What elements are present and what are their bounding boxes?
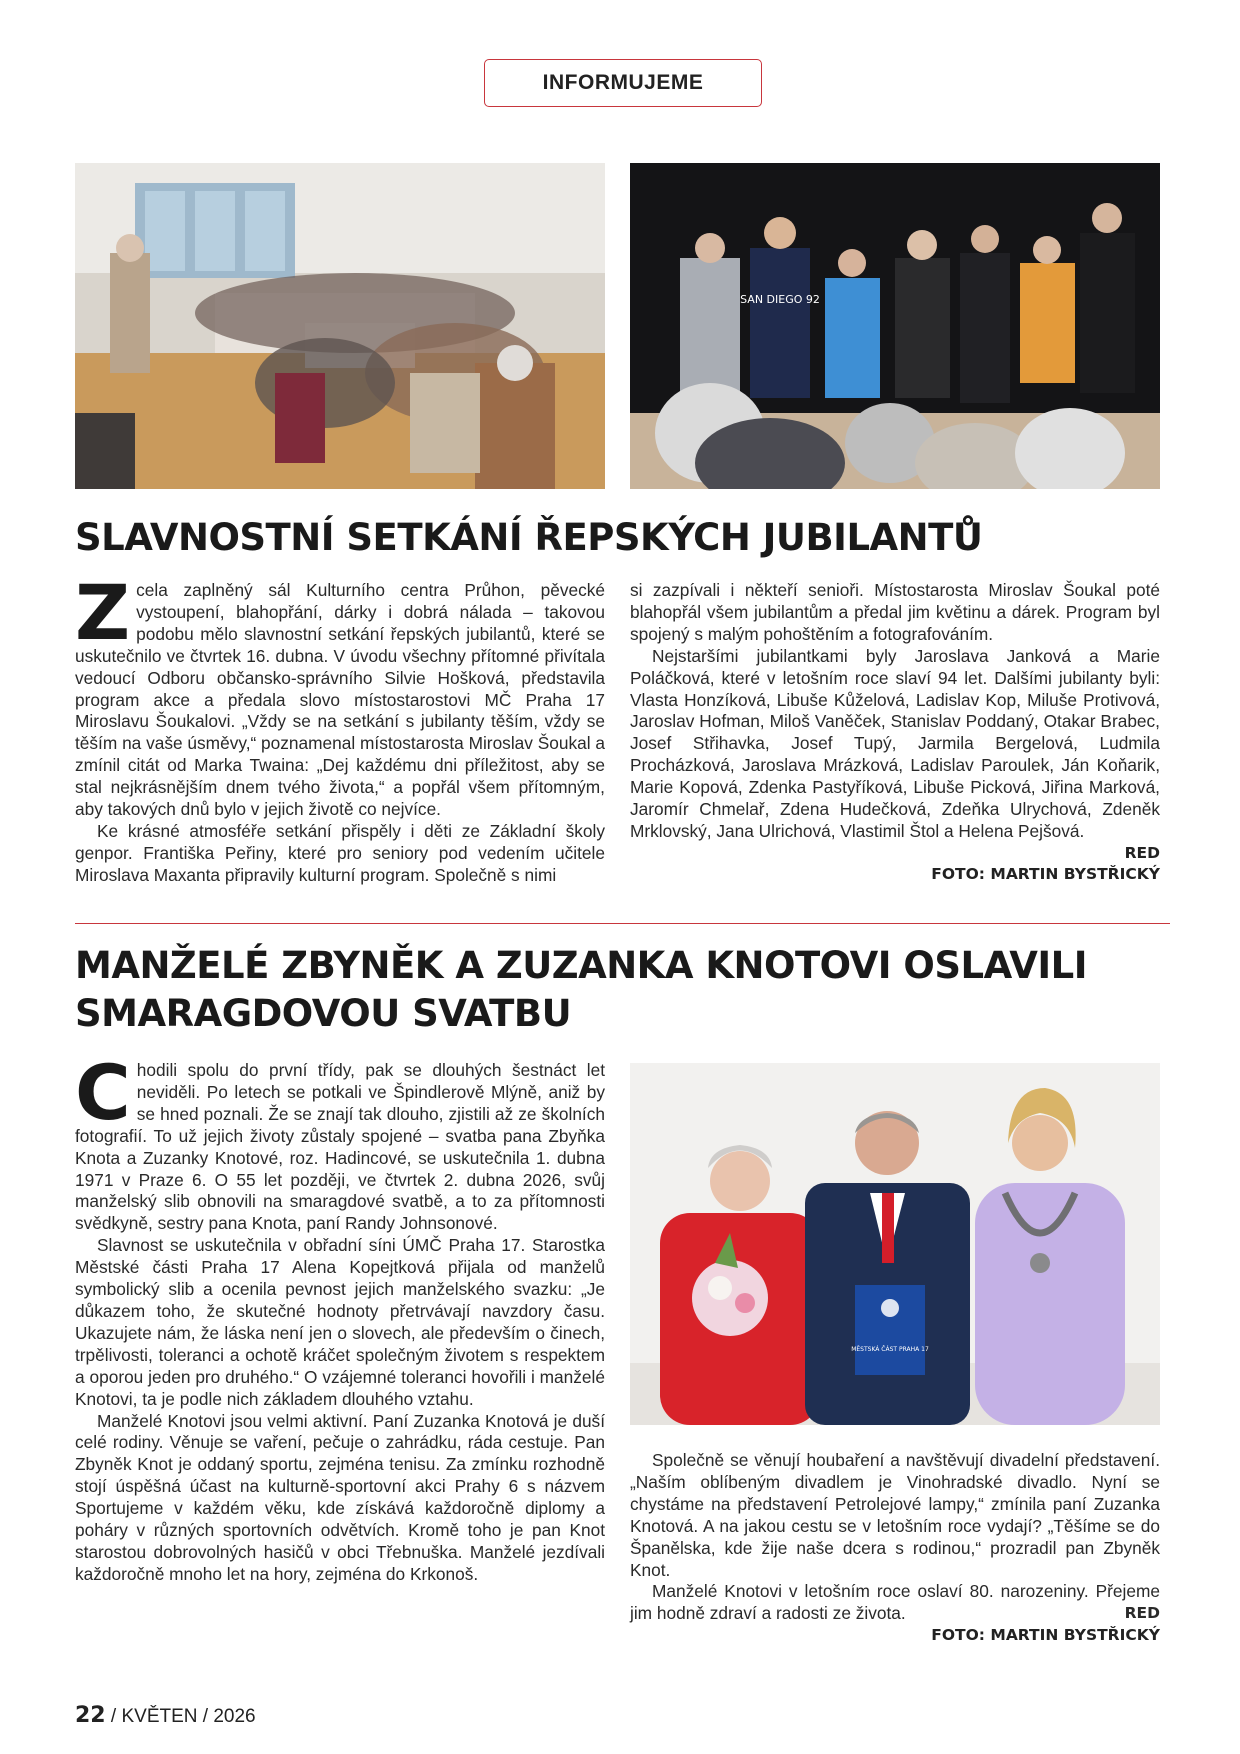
- article2-column-right: [630, 1450, 1160, 1646]
- folder-text: MĚSTSKÁ ČÁST PRAHA 17: [851, 1346, 929, 1353]
- photo-children-singing: [630, 163, 1160, 489]
- article2-paragraph-4: Společně se věnují houbaření a navštěvují divadelní představení. „Naším oblíbeným divadlem je Vinohradské divadlo. Nyní se chystáme na představení Petrolejové lampy,“ zmínila paní Zuzanka Knotová. A na jakou cestu se v letošním roce vydají? „Těšíme se do Španělska, kde žije naše dcera s rodinou,“ prozradil pan Zbyněk Knot.: [630, 1450, 1160, 1580]
- article2-signature: RED: [1124, 1604, 1160, 1623]
- section-tag: INFORMUJEME: [484, 59, 762, 107]
- article2-paragraph-5: Manželé Knotovi v letošním roce oslaví 80. narozeniny. Přejeme jim hodně zdraví a radosti ze života.: [630, 1581, 1160, 1624]
- article2-paragraph-3: Manželé Knotovi jsou velmi aktivní. Paní Zuzanka Knotová je duší celé rodiny. Věnuje se vaření, pečuje o zahrádku, ráda cestuje. Pan Zbyněk Knot je oddaný sportu, zejména tenisu. Za zmínku rozhodně stojí úspěšná účast na kulturně-sportovní akci Prahy 6 s názvem Sportujeme v každém věku, kde získává každoročně diplomy a poháry v různých sportovních odvětvích. Kromě toho je pan Knot starostou dobrovolných hasičů v obci Třebnuška. Manželé jezdívali každoročně mnoho let na hory, zejména do Krkonoš.: [75, 1410, 605, 1584]
- article1-photo-credit: FOTO: MARTIN BYSTŘICKÝ: [931, 864, 1160, 883]
- article1-paragraph-2: Ke krásné atmosféře setkání přispěly i děti ze Základní školy genpor. Františka Peřiny, které pro seniory pod vedením učitele Miroslava Maxanta připravily kulturní program. Společně s nimi: [75, 820, 605, 885]
- article2-paragraph-1: hodili spolu do první třídy, pak se dlouhých šestnáct let neviděli. Po letech se potkali ve Špindlerově Mlýně, aniž by se hned poznali. Že se znají tak dlouho, zjistili až ze školních fotografií. To už jejich životy zůstaly spojené – svatba pana Zbyňka Knota a Zuzanky Knotové, roz. Hadincové, se uskutečnila 1. dubna 1971 v Praze 6. O 55 let později, ve čtvrtek 2. dubna 2026, svůj manželský slib obnovili na smaragdové svatbě, a to za přítomnosti svědkyně, sestry pana Knota, paní Randy Johnsonové.: [75, 1060, 605, 1234]
- photo-hall-seniors: [75, 163, 605, 489]
- article1-title: SLAVNOSTNÍ SETKÁNÍ ŘEPSKÝCH JUBILANTŮ: [75, 516, 983, 559]
- article2-photo-credit: FOTO: MARTIN BYSTŘICKÝ: [931, 1626, 1160, 1645]
- footer-separator-2: /: [202, 1706, 209, 1727]
- tshirt-text: SAN DIEGO 92: [740, 293, 820, 306]
- photo-couple-ceremony: [630, 1063, 1160, 1425]
- footer-year: 2026: [213, 1706, 256, 1727]
- footer-month: KVĚTEN: [121, 1706, 198, 1727]
- article1-paragraph-3: si zazpívali i někteří senioři. Místostarosta Miroslav Šoukal poté blahopřál všem jubilantům a předal jim květinu a dárek. Program byl spojený s malým pohoštěním a fotografováním.: [630, 580, 1160, 644]
- article1-column-left: [75, 568, 605, 887]
- article1-drop-cap: Z: [75, 568, 131, 657]
- page-number: 22: [75, 1703, 106, 1728]
- article2-title-line1: MANŽELÉ ZBYNĚK A ZUZANKA KNOTOVI OSLAVILI: [75, 944, 1087, 987]
- article1-paragraph-1: cela zaplněný sál Kulturního centra Průhon, pěvecké vystoupení, blahopřání, dárky i dobrá nálada – takovou podobu mělo slavnostní setkání řepských jubilantů, které se uskutečnilo ve čtvrtek 16. dubna. V úvodu všechny přítomné přivítala vedoucí Odboru občansko-správního Silvie Hošková, představila program akce a předala slovo místostarostovi MČ Praha 17 Miroslavu Šoukalovi. „Vždy se na setkání s jubilanty těším, vždy se těším na vaše úsměvy,“ poznamenal místostarosta Miroslav Šoukal a zmínil citát od Marka Twaina: „Dej každému dni příležitost, aby se stal nejkrásnějším dnem tvého života,“ a popřál všem přítomným, aby takových dnů bylo v jejich životě co nejvíce.: [75, 580, 605, 820]
- footer-separator-1: /: [110, 1706, 117, 1727]
- article2-title-line2: SMARAGDOVOU SVATBU: [75, 992, 572, 1035]
- article1-signature: RED: [1124, 843, 1160, 862]
- article2-paragraph-2: Slavnost se uskutečnila v obřadní síni ÚMČ Praha 17. Starostka Městské části Praha 17 Alena Kopejtková přijala od manželů symbolický slib a ocenila pevnost jejich manželského svazku: „Je důkazem toho, že skutečné hodnoty přetrvávají navzdory času. Ukazujete nám, že láska není jen o slovech, ale především o činech, trpělivosti, toleranci a ochotě kráčet společným životem s respektem a oporou jeden pro druhého.“ O vzájemné toleranci hovořili i manželé Knotovi, ta je podle nich základem dlouhého vztahu.: [75, 1235, 605, 1409]
- article2-title: [75, 942, 1087, 1038]
- section-divider: [75, 923, 1170, 924]
- article1-paragraph-4: Nejstaršími jubilantkami byly Jaroslava Janková a Marie Poláčková, které v letošním roce slaví 94 let. Dalšími jubilanty byli: Vlasta Honzíková, Libuše Kůželová, Ladislav Kop, Miluše Protivová, Jaroslav Hofman, Miloš Vaněček, Stanislav Poddaný, Otakar Brabec, Josef Střihavka, Josef Tupý, Jarmila Bergelová, Ludmila Procházková, Jaroslava Mrázková, Ladislav Paroulek, Ján Koňarik, Marie Kopová, Zdenka Pastyříková, Libuše Picková, Jiřina Marková, Jaromír Chmelař, Zdena Hudečková, Zdeňka Ulrychová, Zdeněk Mrklovský, Jana Ulrichová, Vlastimil Štol a Helena Pejšová.: [630, 645, 1160, 841]
- article2-drop-cap: C: [75, 1048, 131, 1137]
- article2-column-left: [75, 1048, 605, 1586]
- article1-column-right: [630, 580, 1160, 885]
- page-footer: [75, 1703, 256, 1728]
